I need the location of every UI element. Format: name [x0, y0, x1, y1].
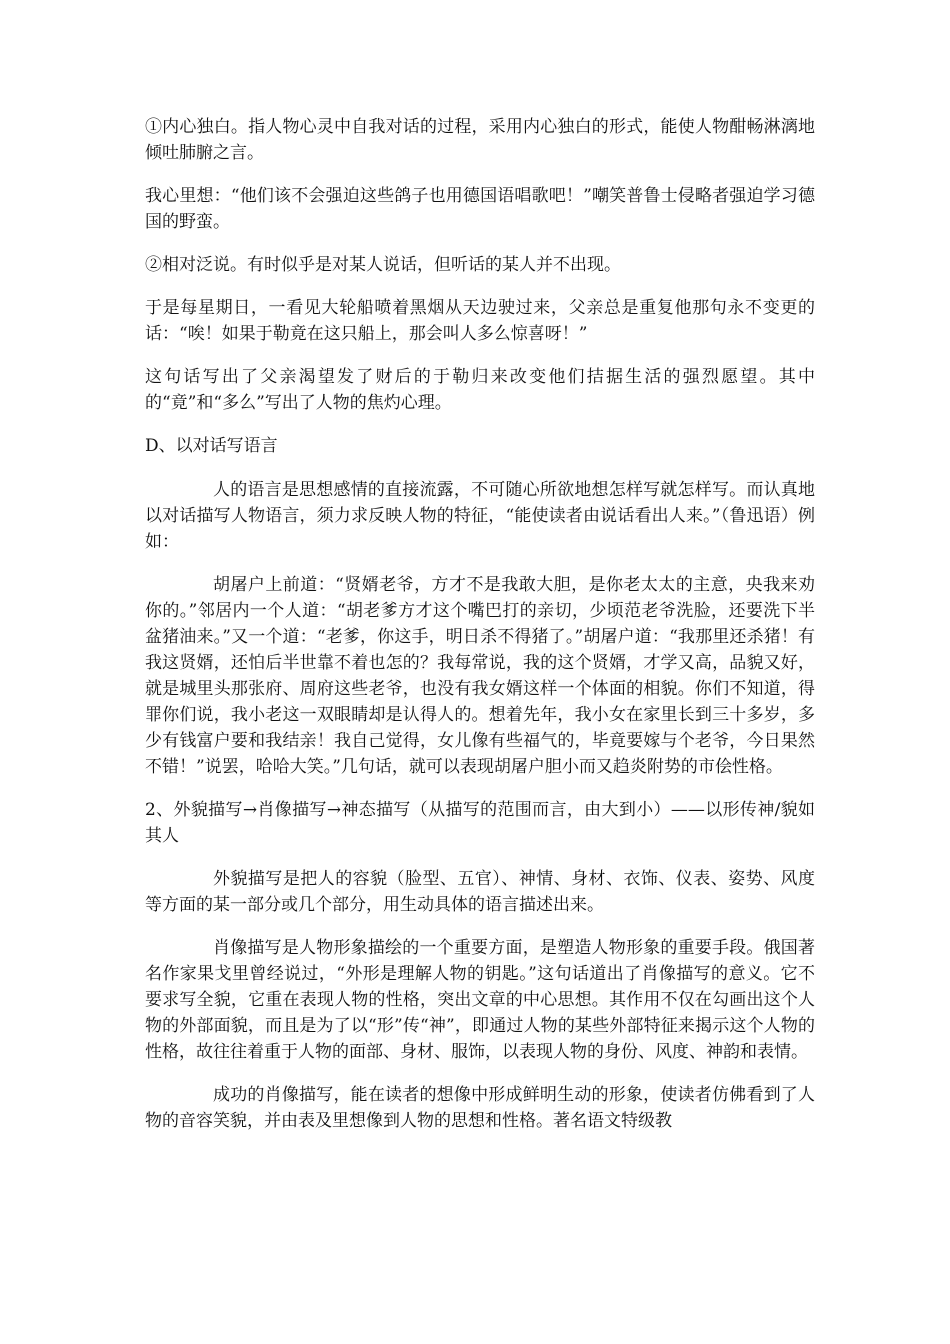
paragraph-portrait-success: 成功的肖像描写，能在读者的想像中形成鲜明生动的形象，使读者仿佛看到了人物的音容笑貌，并由表及里想像到人物的思想和性格。著名语文特级教	[145, 1085, 815, 1131]
paragraph-father-example: 于是每星期日，一看见大轮船喷着黑烟从天边驶过来，父亲总是重复他那句永不变更的话：“唉！如果于勒竟在这只船上，那会叫人多么惊喜呀！”	[145, 298, 815, 344]
paragraph-butcher-example: 胡屠户上前道：“贤婿老爷，方才不是我敢大胆，是你老太太的主意，央我来劝你的。”邻居内一个人道：“胡老爹方才这个嘴巴打的亲切，少顷范老爷洗脸，还要洗下半盆猪油来。”又一个道：“老爹，你这手，明日杀不得猪了。”胡屠户道：“我那里还杀猪！有我这贤婿，还怕后半世靠不着也怎的？我每常说，我的这个贤婿，才学又高，品貌又好，就是城里头那张府、周府这些老爷，也没有我女婿这样一个体面的相貌。你们不知道，得罪你们说，我小老这一双眼睛却是认得人的。想着先年，我小女在家里长到三十多岁，多少有钱富户要和我结亲！我自己觉得，女儿像有些福气的，毕竟要嫁与个老爷，今日果然不错！”说罢，哈哈大笑。”几句话，就可以表现胡屠户胆小而又趋炎附势的市侩性格。	[145, 575, 815, 777]
paragraph-appearance-definition: 外貌描写是把人的容貌（脸型、五官）、神情、身材、衣饰、仪表、姿势、风度等方面的某一部分或几个部分，用生动具体的语言描述出来。	[145, 869, 815, 915]
document-body	[145, 114, 815, 1151]
section-heading-dialogue: D、以对话写语言	[145, 436, 278, 456]
paragraph-portrait-importance: 肖像描写是人物形象描绘的一个重要方面，是塑造人物形象的重要手段。俄国著名作家果戈里曾经说过，“外形是理解人物的钥匙。”这句话道出了肖像描写的意义。它不要求写全貌，它重在表现人物的性格，突出文章的中心思想。其作用不仅在勾画出这个人物的外部面貌，而且是为了以“形”传“神”，即通过人物的某些外部特征来揭示这个人物的性格，故往往着重于人物的面部、身材、服饰，以表现人物的身份、风度、神韵和表情。	[145, 938, 815, 1062]
section-heading-appearance: 2、外貌描写→肖像描写→神态描写（从描写的范围而言，由大到小）——以形传神/貌如其人	[145, 800, 815, 846]
paragraph-father-analysis: 这句话写出了父亲渴望发了财后的于勒归来改变他们拮据生活的强烈愿望。其中的“竟”和“多么”写出了人物的焦灼心理。	[145, 367, 815, 413]
paragraph-relative-speech: ②相对泛说。有时似乎是对某人说话，但听话的某人并不出现。	[145, 255, 621, 275]
paragraph-dialogue-intro: 人的语言是思想感情的直接流露，不可随心所欲地想怎样写就怎样写。而认真地以对话描写人物语言，须力求反映人物的特征，“能使读者由说话看出人来。”（鲁迅语）例如：	[145, 480, 815, 552]
paragraph-pigeon-example: 我心里想：“他们该不会强迫这些鸽子也用德国语唱歌吧！”嘲笑普鲁士侵略者强迫学习德国的野蛮。	[145, 186, 815, 232]
paragraph-inner-monologue: ①内心独白。指人物心灵中自我对话的过程，采用内心独白的形式，能使人物酣畅淋漓地倾吐肺腑之言。	[145, 117, 815, 163]
